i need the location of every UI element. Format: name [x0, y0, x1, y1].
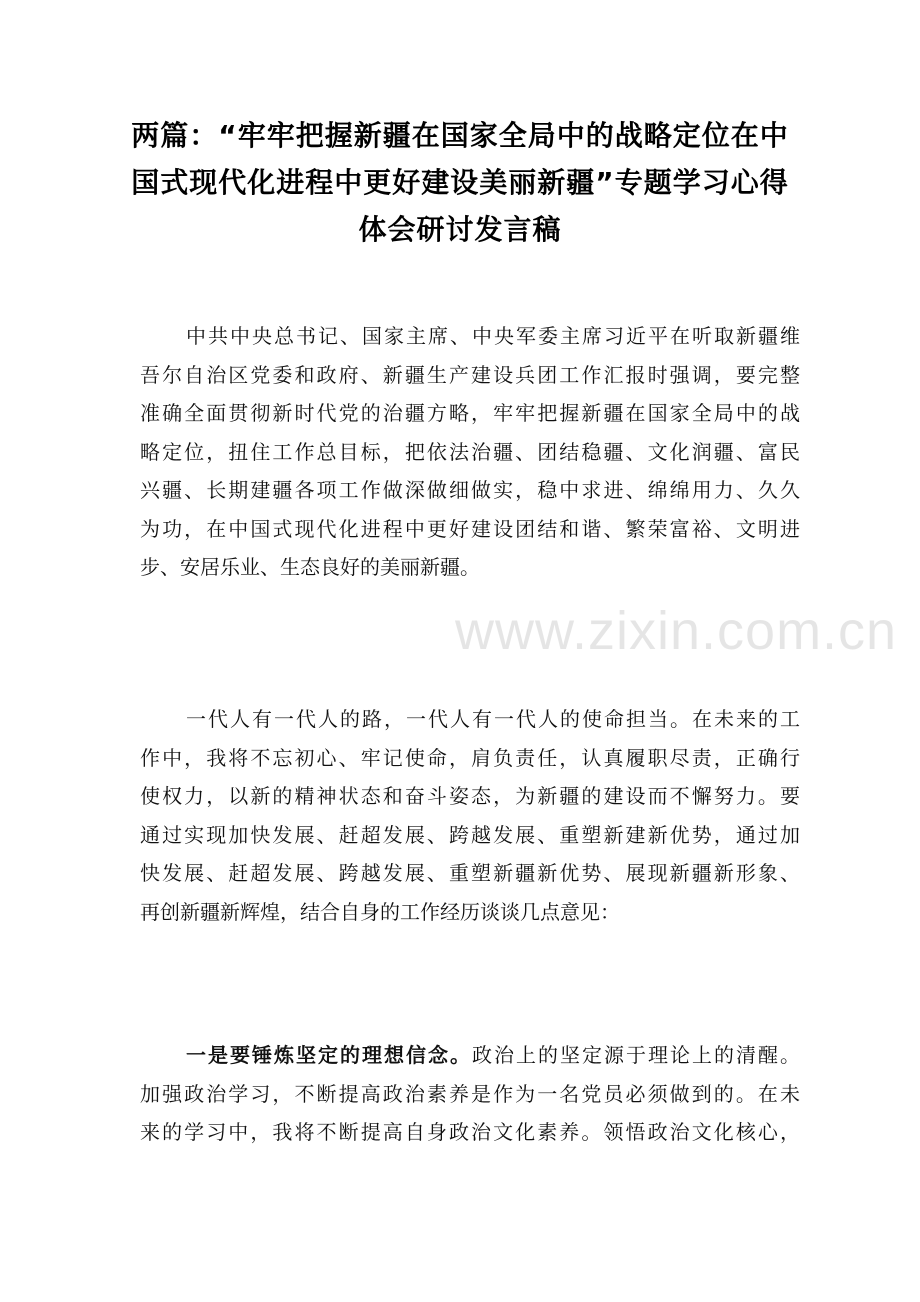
paragraph-line: 吾尔自治区党委和政府、新疆生产建设兵团工作汇报时强调，要完整 — [140, 362, 800, 387]
paragraph-line: 为功，在中国式现代化进程中更好建设团结和谐、繁荣富裕、文明进 — [140, 516, 800, 541]
paragraph-line: 通过实现加快发展、赶超发展、跨越发展、重塑新建新优势，通过加 — [140, 822, 800, 847]
watermark: www.zixin.com.cn — [455, 601, 898, 661]
title-line: 国式现代化进程中更好建设美丽新疆”专题学习心得 — [131, 166, 789, 199]
paragraph-line: 步、安居乐业、生态良好的美丽新疆。 — [140, 555, 480, 579]
paragraph-line: 再创新疆新辉煌，结合自身的工作经历谈谈几点意见： — [140, 899, 620, 924]
paragraph-line: 一代人有一代人的路，一代人有一代人的使命担当。在未来的工 — [186, 707, 800, 731]
paragraph-line: 兴疆、长期建疆各项工作做深做细做实，稳中求进、绵绵用力、久久 — [140, 478, 800, 502]
paragraph-line — [140, 1036, 800, 1075]
paragraph-line: 使权力，以新的精神状态和奋斗姿态，为新疆的建设而不懈努力。要 — [140, 784, 800, 808]
paragraph-line: 作中，我将不忘初心、牢记使命，肩负责任，认真履职尽责，正确行 — [140, 745, 800, 770]
title-line: 体会研讨发言稿 — [358, 213, 562, 246]
paragraph-point-one — [140, 1036, 800, 1152]
paragraph-intro — [140, 317, 800, 587]
paragraph-mission — [140, 700, 800, 931]
document-title — [120, 112, 800, 253]
paragraph-line: 加强政治学习，不断提高政治素养是作为一名党员必须做到的。在未 — [140, 1081, 800, 1106]
paragraph-line: 快发展、赶超发展、跨越发展、重塑新疆新优势、展现新疆新形象、 — [140, 861, 800, 885]
point-lead-text: 政治上的坚定源于理论上的清醒。 — [472, 1043, 800, 1067]
paragraph-line: 略定位，扭住工作总目标，把依法治疆、团结稳疆、文化润疆、富民 — [140, 439, 800, 464]
paragraph-line: 来的学习中，我将不断提高自身政治文化素养。领悟政治文化核心， — [140, 1120, 800, 1144]
point-heading: 一是要锤炼坚定的理想信念。 — [186, 1043, 472, 1067]
paragraph-line: 中共中央总书记、国家主席、中央军委主席习近平在听取新疆维 — [186, 324, 800, 348]
paragraph-line: 准确全面贯彻新时代党的治疆方略，牢牢把握新疆在国家全局中的战 — [140, 401, 800, 425]
title-line: 两篇：“牢牢把握新疆在国家全局中的战略定位在中 — [131, 119, 789, 152]
